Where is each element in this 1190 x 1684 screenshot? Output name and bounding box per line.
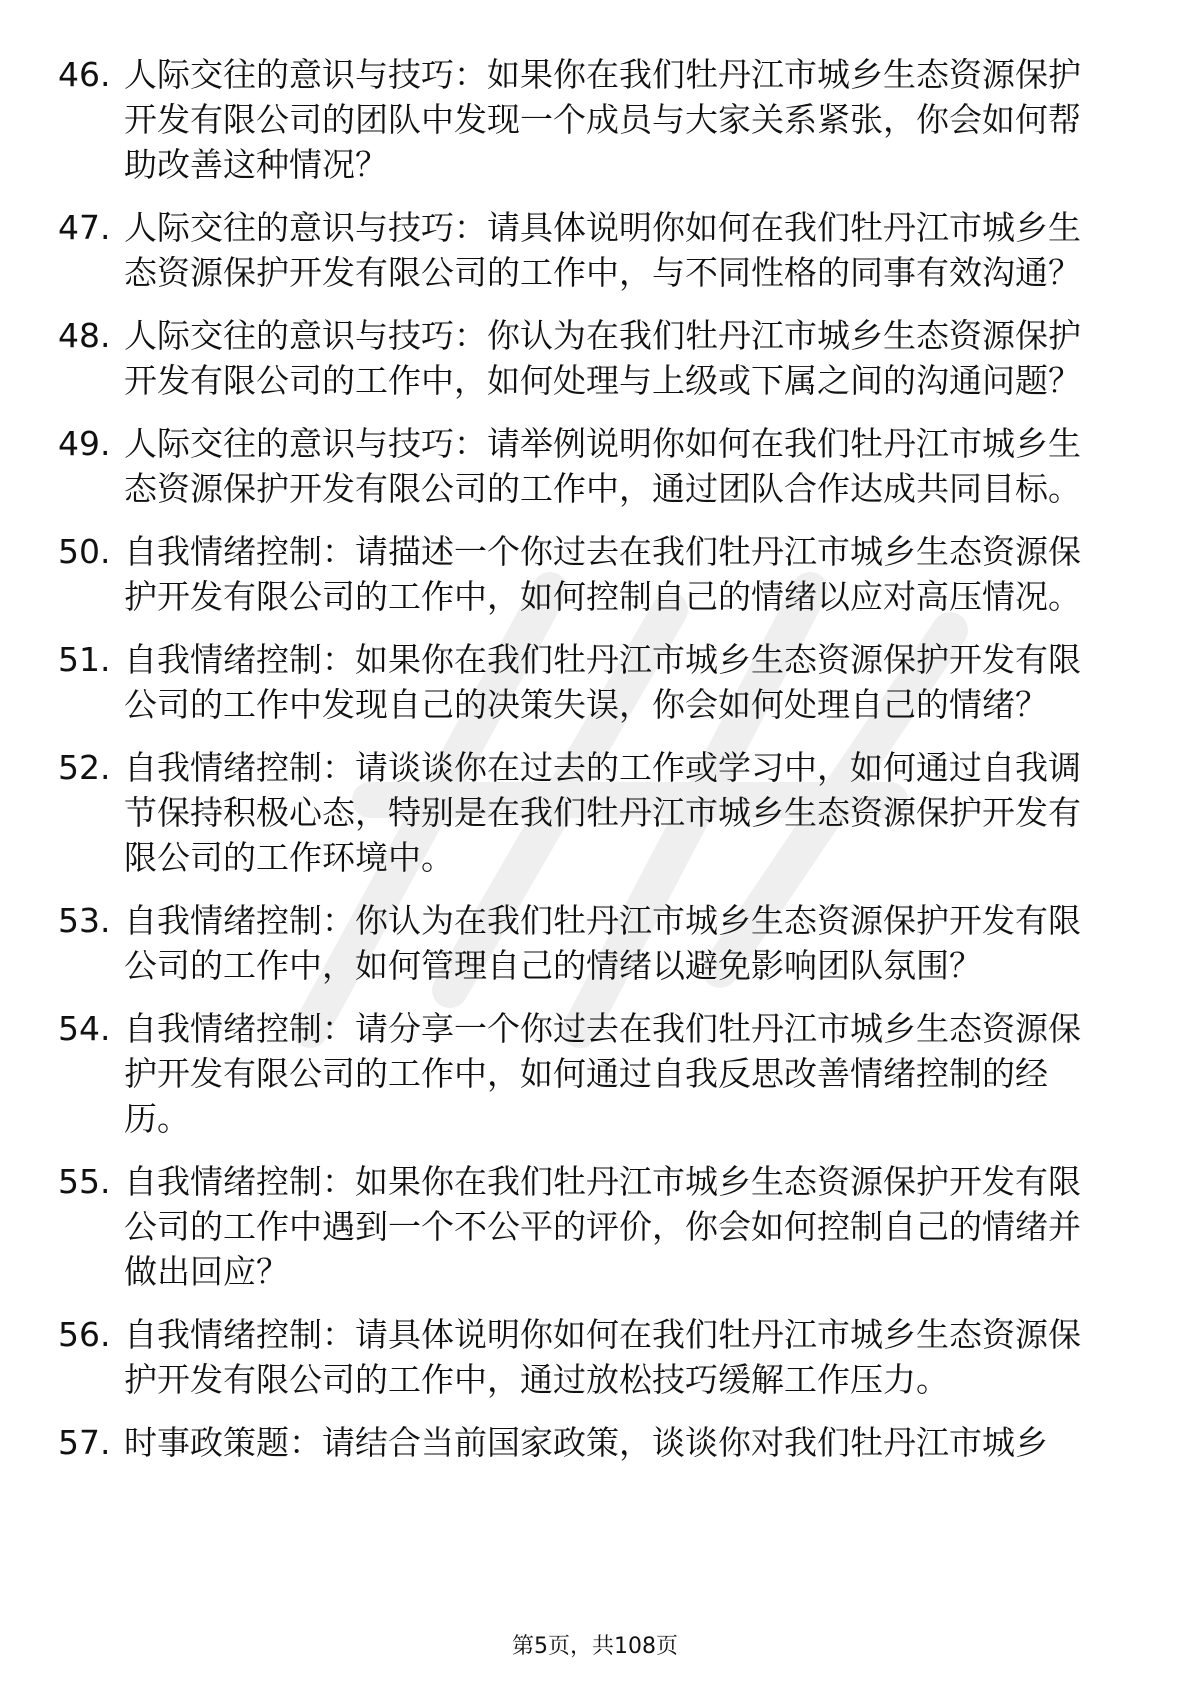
question-item (58, 898, 1108, 988)
question-text: 人际交往的意识与技巧：如果你在我们牡丹江市城乡生态资源保护开发有限公司的团队中发现一个成员与大家关系紧张，你会如何帮助改善这种情况？ (124, 55, 1081, 184)
question-number: 55. (58, 1162, 111, 1201)
question-item (58, 1159, 1108, 1294)
question-text: 自我情绪控制：请分享一个你过去在我们牡丹江市城乡生态资源保护开发有限公司的工作中，如何通过自我反思改善情绪控制的经历。 (124, 1009, 1081, 1138)
question-text: 自我情绪控制：你认为在我们牡丹江市城乡生态资源保护开发有限公司的工作中，如何管理自己的情绪以避免影响团队氛围？ (124, 901, 1081, 985)
page-number-footer: 第5页，共108页 (512, 1634, 678, 1659)
question-text: 人际交往的意识与技巧：你认为在我们牡丹江市城乡生态资源保护开发有限公司的工作中，如何处理与上级或下属之间的沟通问题？ (124, 316, 1081, 400)
question-number: 54. (58, 1009, 111, 1048)
question-item (58, 1420, 1108, 1465)
question-number: 48. (58, 316, 111, 355)
question-item (58, 1312, 1108, 1402)
question-text: 自我情绪控制：如果你在我们牡丹江市城乡生态资源保护开发有限公司的工作中发现自己的决策失误，你会如何处理自己的情绪？ (124, 640, 1081, 724)
question-list (58, 52, 1108, 1483)
question-number: 52. (58, 748, 111, 787)
question-number: 47. (58, 208, 111, 247)
question-number: 46. (58, 55, 111, 94)
question-number: 51. (58, 640, 111, 679)
question-number: 56. (58, 1315, 111, 1354)
question-item (58, 637, 1108, 727)
question-item (58, 421, 1108, 511)
question-text: 自我情绪控制：请具体说明你如何在我们牡丹江市城乡生态资源保护开发有限公司的工作中，通过放松技巧缓解工作压力。 (124, 1315, 1081, 1399)
question-number: 53. (58, 901, 111, 940)
question-text: 时事政策题：请结合当前国家政策，谈谈你对我们牡丹江市城乡 (124, 1423, 1048, 1462)
question-text: 自我情绪控制：请谈谈你在过去的工作或学习中，如何通过自我调节保持积极心态，特别是在我们牡丹江市城乡生态资源保护开发有限公司的工作环境中。 (124, 748, 1081, 877)
question-text: 人际交往的意识与技巧：请具体说明你如何在我们牡丹江市城乡生态资源保护开发有限公司的工作中，与不同性格的同事有效沟通？ (124, 208, 1081, 292)
question-item (58, 313, 1108, 403)
question-item (58, 52, 1108, 187)
question-number: 49. (58, 424, 111, 463)
question-text: 人际交往的意识与技巧：请举例说明你如何在我们牡丹江市城乡生态资源保护开发有限公司的工作中，通过团队合作达成共同目标。 (124, 424, 1081, 508)
question-item (58, 529, 1108, 619)
question-text: 自我情绪控制：如果你在我们牡丹江市城乡生态资源保护开发有限公司的工作中遇到一个不公平的评价，你会如何控制自己的情绪并做出回应？ (124, 1162, 1081, 1291)
question-number: 57. (58, 1423, 111, 1462)
question-item (58, 745, 1108, 880)
question-number: 50. (58, 532, 111, 571)
question-text: 自我情绪控制：请描述一个你过去在我们牡丹江市城乡生态资源保护开发有限公司的工作中，如何控制自己的情绪以应对高压情况。 (124, 532, 1081, 616)
question-item (58, 1006, 1108, 1141)
question-item (58, 205, 1108, 295)
